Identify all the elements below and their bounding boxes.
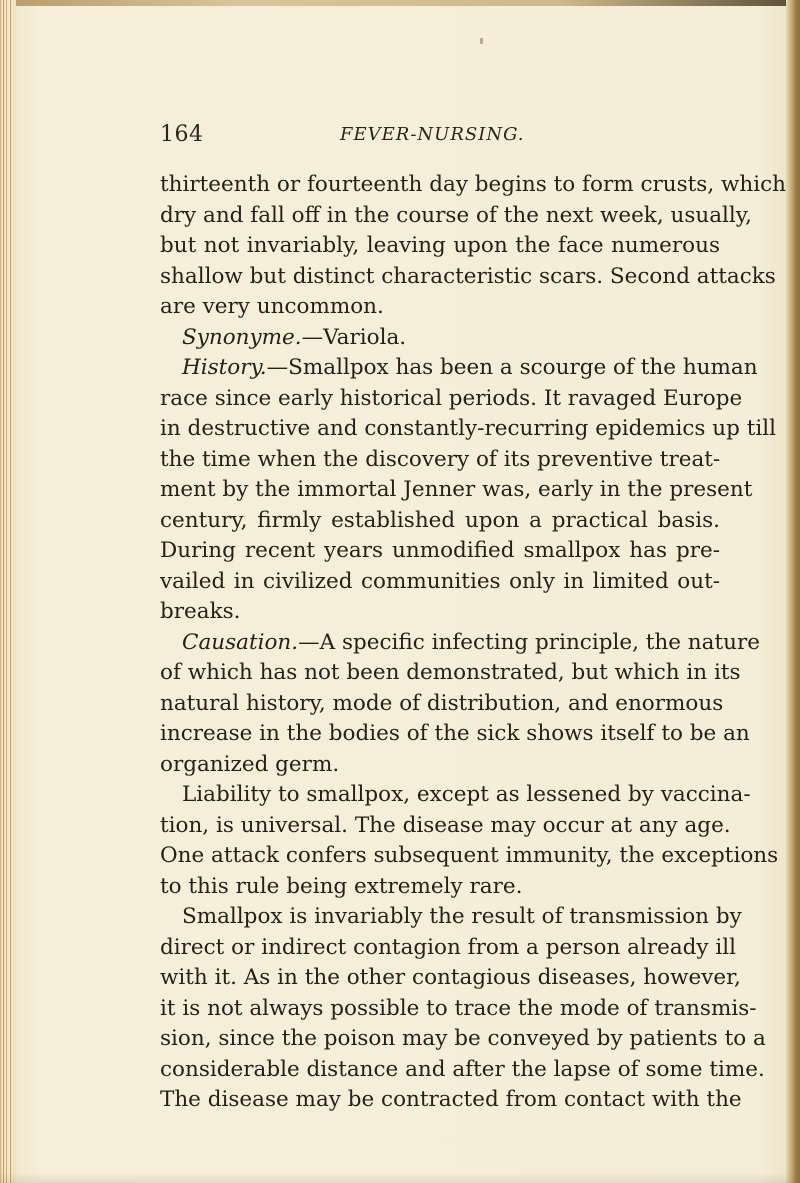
- synonyme-label: Synonyme.: [182, 324, 302, 350]
- text-line: considerable distance and after the lapse of some time.: [160, 1056, 765, 1082]
- page-right-edge: [786, 0, 800, 1183]
- text-line: are very uncommon.: [160, 294, 384, 319]
- text-line: race since early historical periods. It ravaged Europe: [160, 385, 743, 411]
- page-top-edge: [0, 0, 800, 6]
- text-line: During recent years unmodified smallpox has pre-: [160, 538, 720, 563]
- text-line: breaks.: [160, 599, 241, 624]
- running-head: FEVER-NURSING.: [340, 124, 525, 145]
- text-line: the time when the discovery of its preventive treat-: [160, 446, 721, 472]
- text-line: tion, is universal. The disease may occur at any age.: [160, 812, 731, 838]
- text-line: vailed in civilized communities only in limited out-: [160, 568, 720, 594]
- text-line: with it. As in the other contagious diseases, however,: [160, 965, 741, 990]
- body-text: [160, 170, 787, 1116]
- page-binding-edge: [0, 0, 16, 1183]
- text-line: Liability to smallpox, except as lessened by vaccina-: [182, 782, 751, 807]
- text-line: The disease may be contracted from contact with the: [160, 1087, 742, 1112]
- text-line: but not invariably, leaving upon the face numerous: [160, 233, 720, 258]
- text-line: in destructive and constantly-recurring epidemics up till: [160, 416, 776, 441]
- text-line: direct or indirect contagion from a person already ill: [160, 934, 737, 960]
- causation-paragraph: [160, 628, 760, 659]
- history-paragraph: [160, 353, 758, 384]
- text-line: shallow but distinct characteristic scars. Second attacks: [160, 263, 776, 289]
- text-line: dry and fall off in the course of the next week, usually,: [160, 202, 752, 228]
- causation-label: Causation.: [182, 629, 299, 655]
- text-line: —A specific infecting principle, the nature: [298, 629, 760, 655]
- page-header: [160, 122, 720, 152]
- text-line: natural history, mode of distribution, and enormous: [160, 690, 724, 716]
- text-line: to this rule being extremely rare.: [160, 873, 523, 899]
- text-line: One attack confers subsequent immunity, the exceptions: [160, 843, 779, 868]
- history-label: History.: [182, 355, 267, 380]
- text-line: organized germ.: [160, 751, 340, 777]
- text-line: —Smallpox has been a scourge of the human: [266, 355, 758, 380]
- page-number: 164: [160, 122, 204, 147]
- text-line: it is not always possible to trace the mode of transmis-: [160, 995, 757, 1021]
- text-line: of which has not been demonstrated, but which in its: [160, 660, 741, 685]
- text-line: —Variola.: [301, 324, 407, 350]
- paper-speck: [480, 38, 483, 44]
- text-line: sion, since the poison may be conveyed by patients to a: [160, 1026, 766, 1051]
- text-line: thirteenth or fourteenth day begins to form crusts, which: [160, 172, 787, 197]
- text-line: ment by the immortal Jenner was, early in the present: [160, 477, 753, 502]
- text-line: increase in the bodies of the sick shows itself to be an: [160, 721, 750, 746]
- synonyme-paragraph: [160, 323, 720, 354]
- text-line: century, firmly established upon a practical basis.: [160, 507, 720, 533]
- text-line: Smallpox is invariably the result of transmission by: [182, 904, 742, 929]
- page-bottom-shadow: [0, 1173, 800, 1183]
